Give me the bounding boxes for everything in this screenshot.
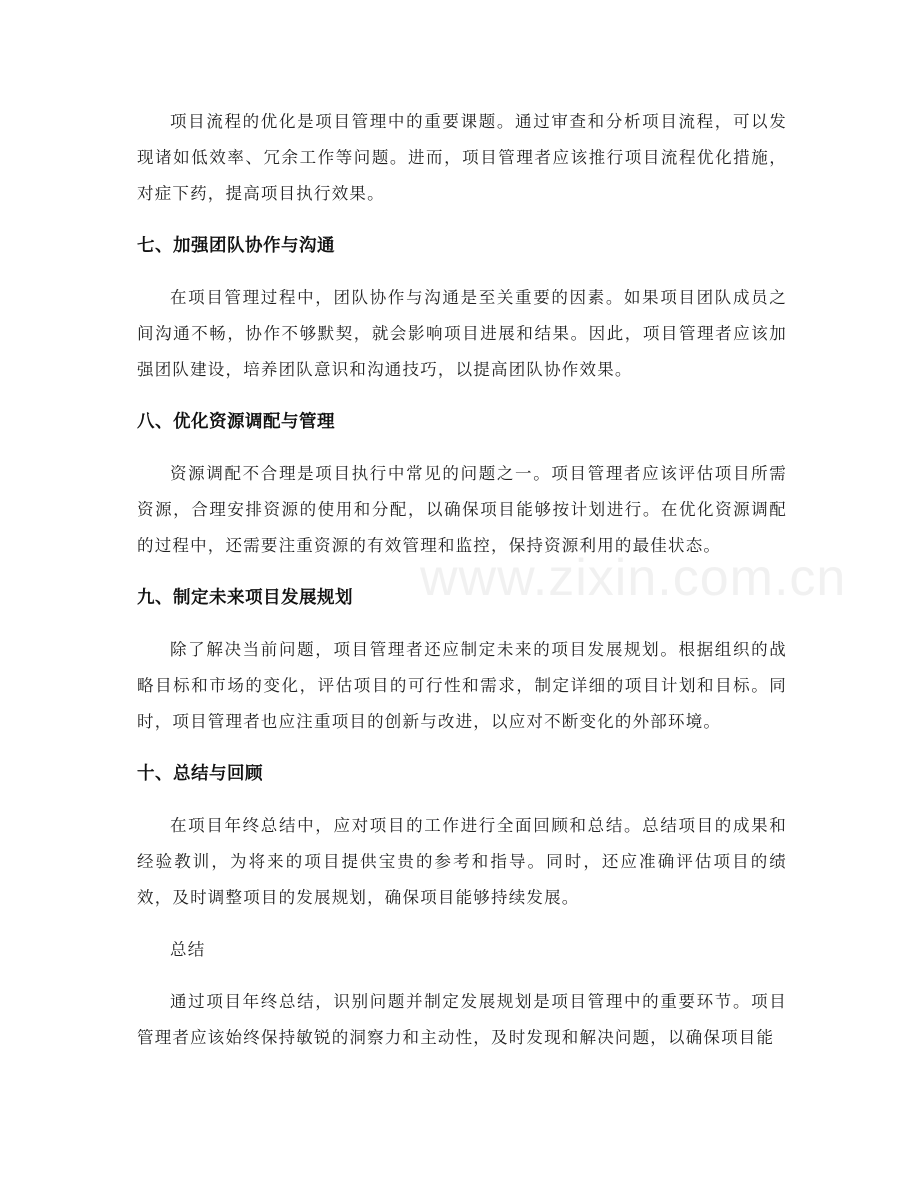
paragraph-process-optimization: 项目流程的优化是项目管理中的重要课题。通过审查和分析项目流程，可以发现诸如低效率、冗余工作等问题。进而，项目管理者应该推行项目流程优化措施，对症下药，提高项目执行效果。	[137, 112, 787, 203]
paragraph-future-planning: 除了解决当前问题，项目管理者还应制定未来的项目发展规划。根据组织的战略目标和市场的变化，评估项目的可行性和需求，制定详细的项目计划和目标。同时，项目管理者也应注重项目的创新与改进，以应对不断变化的外部环境。	[137, 640, 787, 731]
heading-future-planning: 九、制定未来项目发展规划	[137, 588, 353, 608]
paragraph-summary-review: 在项目年终总结中，应对项目的工作进行全面回顾和总结。总结项目的成果和经验教训，为将来的项目提供宝贵的参考和指导。同时，还应准确评估项目的绩效，及时调整项目的发展规划，确保项目能够持续发展。	[137, 816, 787, 907]
watermark-text: www.zixin.com.cn	[420, 549, 847, 607]
heading-team-collaboration: 七、加强团队协作与沟通	[137, 236, 335, 256]
heading-resource-allocation: 八、优化资源调配与管理	[137, 412, 335, 432]
paragraph-team-collaboration: 在项目管理过程中，团队协作与沟通是至关重要的因素。如果项目团队成员之间沟通不畅，协作不够默契，就会影响项目进展和结果。因此，项目管理者应该加强团队建设，培养团队意识和沟通技巧，以提高团队协作效果。	[137, 288, 787, 379]
paragraph-resource-allocation: 资源调配不合理是项目执行中常见的问题之一。项目管理者应该评估项目所需资源，合理安排资源的使用和分配，以确保项目能够按计划进行。在优化资源调配的过程中，还需要注重资源的有效管理和监控，保持资源利用的最佳状态。	[137, 464, 787, 555]
heading-summary-review: 十、总结与回顾	[137, 764, 263, 784]
paragraph-final-summary: 通过项目年终总结，识别问题并制定发展规划是项目管理中的重要环节。项目管理者应该始终保持敏锐的洞察力和主动性，及时发现和解决问题，以确保项目能	[137, 992, 787, 1047]
document-body	[137, 104, 787, 1056]
summary-label: 总结	[170, 940, 206, 959]
